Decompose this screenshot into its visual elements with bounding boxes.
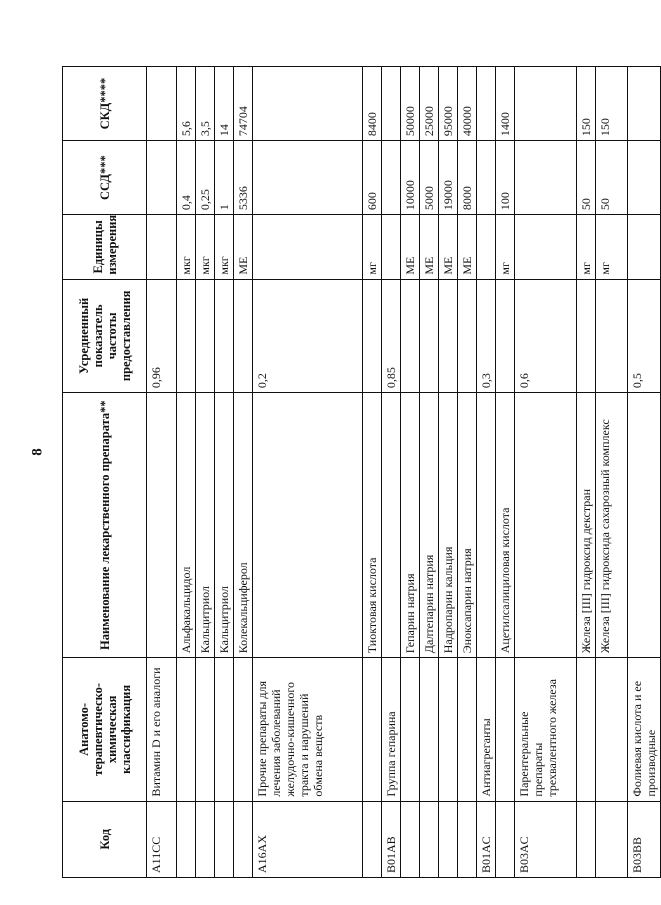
cell-code — [458, 801, 477, 877]
cell-code — [215, 801, 234, 877]
cell-code — [496, 801, 515, 877]
table-row — [596, 67, 628, 878]
drug-table — [62, 66, 661, 878]
cell-freq — [363, 279, 382, 392]
cell-drug: Тиоктовая кислота — [363, 393, 382, 658]
cell-unit: мкг — [177, 215, 196, 279]
cell-drug — [382, 393, 401, 658]
cell-atc — [577, 658, 596, 801]
table-row — [577, 67, 596, 878]
cell-code: A11CC — [147, 801, 177, 877]
cell-unit: МЕ — [439, 215, 458, 279]
cell-atc: Фолиевая кислота и ее производные — [628, 658, 661, 801]
cell-atc — [177, 658, 196, 801]
cell-code — [234, 801, 253, 877]
cell-skd — [147, 67, 177, 141]
cell-skd: 150 — [577, 67, 596, 141]
cell-ssd: 100 — [496, 141, 515, 215]
cell-drug: Ацетилсалициловая кислота — [496, 393, 515, 658]
cell-skd: 1400 — [496, 67, 515, 141]
cell-skd: 14 — [215, 67, 234, 141]
table-row — [439, 67, 458, 878]
cell-unit: МЕ — [401, 215, 420, 279]
cell-atc — [596, 658, 628, 801]
cell-freq — [596, 279, 628, 392]
table-row — [382, 67, 401, 878]
table-row — [363, 67, 382, 878]
cell-ssd: 5336 — [234, 141, 253, 215]
header-drug: Наименование лекарственного препарата** — [63, 393, 147, 658]
cell-skd — [628, 67, 661, 141]
cell-skd — [253, 67, 363, 141]
cell-skd: 74704 — [234, 67, 253, 141]
cell-freq: 0,85 — [382, 279, 401, 392]
cell-drug: Кальцитриол — [215, 393, 234, 658]
cell-unit — [477, 215, 496, 279]
cell-code — [596, 801, 628, 877]
cell-unit: мкг — [215, 215, 234, 279]
table-row — [477, 67, 496, 878]
header-ssd: ССД*** — [63, 141, 147, 215]
cell-freq: 0,2 — [253, 279, 363, 392]
cell-freq — [234, 279, 253, 392]
cell-code: B03BB — [628, 801, 661, 877]
cell-skd: 40000 — [458, 67, 477, 141]
cell-unit: мг — [577, 215, 596, 279]
table-row — [177, 67, 196, 878]
cell-unit — [253, 215, 363, 279]
cell-unit: мкг — [196, 215, 215, 279]
cell-drug — [253, 393, 363, 658]
table-header-row — [63, 67, 147, 878]
cell-skd: 95000 — [439, 67, 458, 141]
page-number: 8 — [29, 448, 46, 456]
cell-unit — [147, 215, 177, 279]
cell-atc — [363, 658, 382, 801]
cell-drug — [628, 393, 661, 658]
table-row — [253, 67, 363, 878]
cell-skd: 8400 — [363, 67, 382, 141]
cell-code: B03AC — [515, 801, 577, 877]
cell-atc — [420, 658, 439, 801]
cell-skd — [515, 67, 577, 141]
cell-unit — [628, 215, 661, 279]
table-row — [147, 67, 177, 878]
cell-ssd: 8000 — [458, 141, 477, 215]
table-row — [215, 67, 234, 878]
cell-freq — [439, 279, 458, 392]
header-skd: СКД**** — [63, 67, 147, 141]
table-row — [401, 67, 420, 878]
cell-freq: 0,3 — [477, 279, 496, 392]
cell-drug — [515, 393, 577, 658]
cell-freq — [215, 279, 234, 392]
cell-ssd: 19000 — [439, 141, 458, 215]
cell-atc — [401, 658, 420, 801]
cell-code — [420, 801, 439, 877]
cell-ssd — [253, 141, 363, 215]
header-unit: Единицы измерения — [63, 215, 147, 279]
cell-unit: мг — [596, 215, 628, 279]
cell-drug: Железа [III] гидроксид декстран — [577, 393, 596, 658]
cell-freq — [177, 279, 196, 392]
cell-drug — [147, 393, 177, 658]
cell-atc — [458, 658, 477, 801]
cell-unit — [382, 215, 401, 279]
cell-freq — [196, 279, 215, 392]
cell-code — [577, 801, 596, 877]
cell-ssd: 0,25 — [196, 141, 215, 215]
table-row — [496, 67, 515, 878]
cell-unit: мг — [496, 215, 515, 279]
cell-atc: Группа гепарина — [382, 658, 401, 801]
cell-freq: 0,5 — [628, 279, 661, 392]
cell-ssd: 50 — [596, 141, 628, 215]
cell-atc — [439, 658, 458, 801]
cell-drug: Эноксапарин натрия — [458, 393, 477, 658]
cell-skd: 150 — [596, 67, 628, 141]
cell-freq — [401, 279, 420, 392]
cell-drug: Надропарин кальция — [439, 393, 458, 658]
cell-ssd — [515, 141, 577, 215]
cell-drug: Альфакальцидол — [177, 393, 196, 658]
cell-ssd: 1 — [215, 141, 234, 215]
cell-skd: 3,5 — [196, 67, 215, 141]
cell-code — [196, 801, 215, 877]
cell-drug: Кальцитриол — [196, 393, 215, 658]
cell-ssd: 5000 — [420, 141, 439, 215]
cell-code — [177, 801, 196, 877]
drug-table-container — [62, 66, 658, 878]
cell-freq — [496, 279, 515, 392]
table-row — [628, 67, 661, 878]
cell-ssd: 0,4 — [177, 141, 196, 215]
cell-unit: мг — [363, 215, 382, 279]
cell-skd: 5,6 — [177, 67, 196, 141]
cell-unit: МЕ — [420, 215, 439, 279]
cell-unit: МЕ — [234, 215, 253, 279]
cell-freq: 0,6 — [515, 279, 577, 392]
cell-ssd — [477, 141, 496, 215]
cell-skd: 50000 — [401, 67, 420, 141]
cell-ssd: 50 — [577, 141, 596, 215]
cell-atc: Антиагреганты — [477, 658, 496, 801]
header-code: Код — [63, 801, 147, 877]
cell-drug: Колекальциферол — [234, 393, 253, 658]
cell-ssd — [382, 141, 401, 215]
cell-unit — [515, 215, 577, 279]
cell-code: A16AX — [253, 801, 363, 877]
cell-atc: Прочие препараты для лечения заболеваний желудочно-кишечного тракта и нарушений обмена веществ — [253, 658, 363, 801]
cell-freq: 0,96 — [147, 279, 177, 392]
cell-ssd — [628, 141, 661, 215]
cell-drug: Далтепарин натрия — [420, 393, 439, 658]
cell-drug: Железа [III] гидроксида сахарозный комплекс — [596, 393, 628, 658]
cell-freq — [420, 279, 439, 392]
table-row — [515, 67, 577, 878]
cell-code — [439, 801, 458, 877]
cell-freq — [458, 279, 477, 392]
cell-atc: Парентеральные препараты трехвалентного железа — [515, 658, 577, 801]
cell-atc — [215, 658, 234, 801]
cell-code — [363, 801, 382, 877]
cell-atc: Витамин D и его аналоги — [147, 658, 177, 801]
header-freq: Усредненный показатель частоты предоставления — [63, 279, 147, 392]
cell-drug — [477, 393, 496, 658]
cell-code: B01AB — [382, 801, 401, 877]
cell-drug: Гепарин натрия — [401, 393, 420, 658]
cell-freq — [577, 279, 596, 392]
cell-atc — [196, 658, 215, 801]
cell-ssd — [147, 141, 177, 215]
table-row — [458, 67, 477, 878]
cell-ssd: 600 — [363, 141, 382, 215]
header-atc: Анатомо-терапевтическо-химическая классификация — [63, 658, 147, 801]
table-row — [234, 67, 253, 878]
cell-code: B01AC — [477, 801, 496, 877]
cell-unit: МЕ — [458, 215, 477, 279]
cell-skd — [477, 67, 496, 141]
cell-code — [401, 801, 420, 877]
cell-skd — [382, 67, 401, 141]
table-row — [196, 67, 215, 878]
cell-ssd: 10000 — [401, 141, 420, 215]
cell-atc — [234, 658, 253, 801]
cell-atc — [496, 658, 515, 801]
table-row — [420, 67, 439, 878]
cell-skd: 25000 — [420, 67, 439, 141]
